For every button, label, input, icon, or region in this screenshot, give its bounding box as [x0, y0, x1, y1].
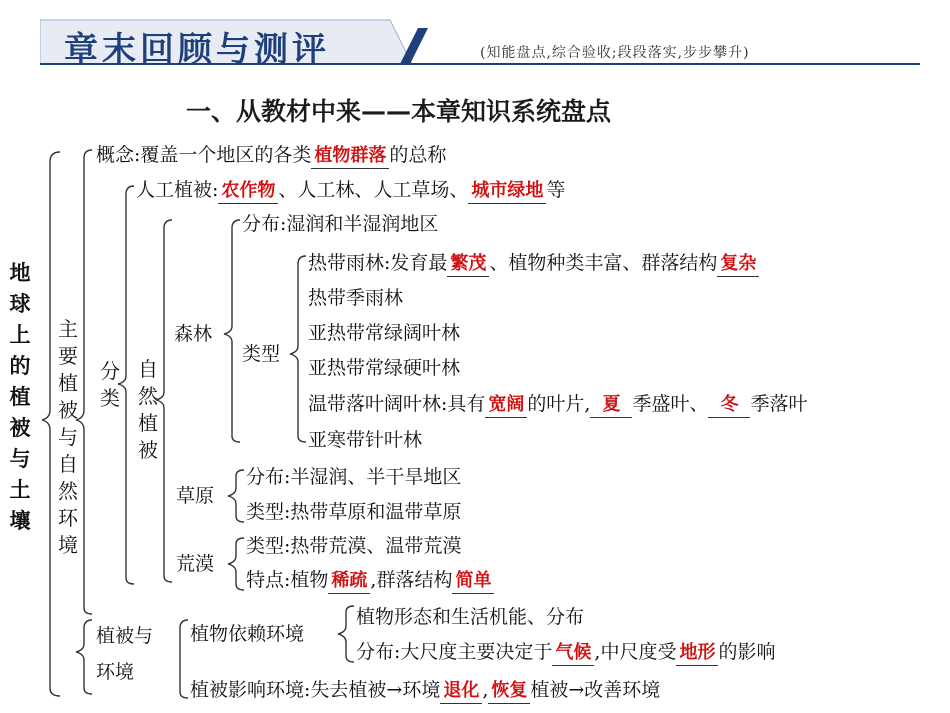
answer-simple: 简单	[452, 569, 494, 594]
answer-lush: 繁茂	[447, 252, 489, 277]
answer-plant-community: 植物群落	[311, 144, 389, 169]
temperate-line: 温带落叶阔叶林:具有 宽阔 的叶片, 夏 季盛叶、 冬 季落叶	[308, 392, 807, 418]
root-label: 地球上的植被与土壤	[9, 261, 31, 533]
desert-types: 类型:热带荒漠、温带荒漠	[246, 535, 462, 557]
environment-label-1: 植被与	[96, 625, 154, 647]
answer-winter: 冬	[708, 393, 750, 418]
monsoon-forest: 热带季雨林	[308, 287, 404, 309]
desert-label: 荒漠	[176, 553, 215, 575]
artificial-line: 人工植被: 农作物 、人工林、人工草场、 城市绿地 等	[136, 178, 565, 204]
answer-broad: 宽阔	[485, 393, 527, 418]
answer-degrade: 退化	[440, 679, 482, 704]
environment-label-2: 环境	[96, 661, 135, 683]
answer-urban-green: 城市绿地	[468, 179, 546, 204]
grassland-distribution: 分布:半湿润、半干旱地区	[246, 466, 462, 488]
branch-natural-label: 自然植被	[138, 357, 158, 462]
header-title: 章末回顾与测评	[64, 30, 330, 70]
forest-types-label: 类型	[242, 343, 281, 365]
branch-class-label: 分类	[100, 359, 120, 410]
answer-crops: 农作物	[218, 179, 278, 204]
desert-feature-line: 特点:植物 稀疏 ,群落结构 简单	[246, 568, 494, 594]
grassland-types: 类型:热带草原和温带草原	[246, 501, 462, 523]
section-title: 一、从教材中来——本章知识系统盘点	[186, 97, 612, 126]
plant-form-line: 植物形态和生活机能、分布	[356, 606, 585, 628]
answer-sparse: 稀疏	[328, 569, 370, 594]
answer-complex: 复杂	[717, 252, 759, 277]
evergreen-hardleaf: 亚热带常绿硬叶林	[308, 357, 461, 379]
branch-main-label: 主要植被与自然环境	[58, 317, 78, 557]
answer-climate: 气候	[552, 641, 594, 666]
plant-depends-env: 植物依赖环境	[190, 623, 305, 645]
evergreen-broadleaf: 亚热带常绿阔叶林	[308, 322, 461, 344]
distribution-scale-line: 分布:大尺度主要决定于 气候 ,中尺度受 地形 的影响	[356, 640, 775, 666]
answer-restore: 恢复	[488, 679, 530, 704]
forest-distribution: 分布:湿润和半湿润地区	[242, 213, 439, 235]
answer-terrain: 地形	[676, 641, 718, 666]
forest-label: 森林	[174, 323, 213, 345]
vegetation-influence-line: 植被影响环境:失去植被→环境 退化 , 恢复 植被→改善环境	[190, 678, 660, 704]
rainforest-line: 热带雨林:发育最 繁茂 、植物种类丰富、群落结构 复杂	[308, 251, 759, 277]
grassland-label: 草原	[176, 485, 215, 507]
header-subtitle: (知能盘点,综合验收;段段落实,步步攀升)	[480, 45, 750, 61]
boreal-forest: 亚寒带针叶林	[308, 429, 423, 451]
answer-summer: 夏	[590, 393, 632, 418]
concept-line: 概念:覆盖一个地区的各类 植物群落 的总称	[96, 143, 446, 169]
